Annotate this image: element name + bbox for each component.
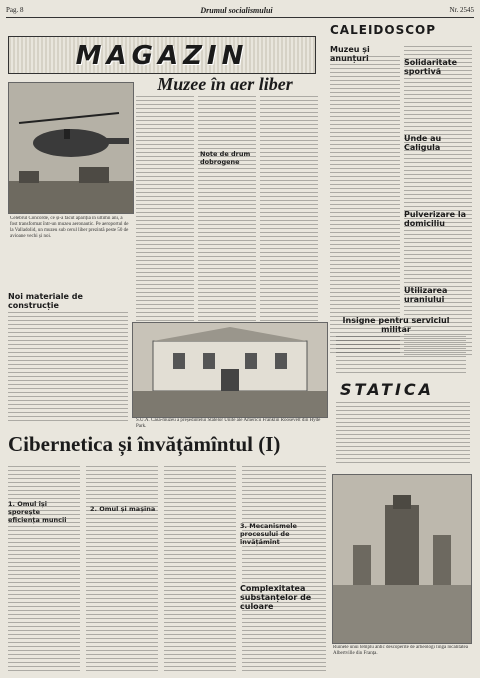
note-de-drum-heading: Note de drum dobrogene xyxy=(200,150,251,166)
issue-number: Nr. 2545 xyxy=(449,6,474,14)
uraniu-heading: Utilizarea uraniului xyxy=(404,286,448,304)
statica-heading: STATICA xyxy=(340,380,435,399)
complexitate-heading: Complexitatea substanțelor de culoare xyxy=(240,584,312,611)
caleidoscop-heading: CALEIDOSCOP xyxy=(330,23,437,37)
solidaritate-heading: Solidaritate sportivă xyxy=(404,58,458,76)
muzee-column-1 xyxy=(136,96,194,324)
magazin-banner xyxy=(8,36,316,74)
cibernetica-column-2 xyxy=(86,466,158,672)
page-number: Pag. 8 xyxy=(6,6,24,14)
statica-column xyxy=(336,402,470,466)
house-museum-photo xyxy=(132,322,328,418)
caligula-heading: Unde au Caligula xyxy=(404,134,442,152)
insigne-column xyxy=(336,336,466,376)
muzee-column-2 xyxy=(198,96,256,324)
cibernetica-column-4 xyxy=(242,466,326,672)
pulverizare-heading: Pulverizare la domiciliu xyxy=(404,210,466,228)
page-header xyxy=(6,4,474,16)
cibernetica-column-1 xyxy=(8,466,80,672)
magazin-banner-title: MAGAZIN xyxy=(75,41,249,71)
caleidoscop-column-1 xyxy=(330,56,400,356)
insigne-heading: Insigne pentru serviciul militar xyxy=(342,316,450,334)
caleidoscop-column-2 xyxy=(404,46,472,356)
materiale-heading: Noi materiale de construcție xyxy=(8,292,83,310)
ruins-photo xyxy=(332,474,472,644)
cibernetica-column-3 xyxy=(164,466,236,672)
materiale-column xyxy=(8,312,128,424)
cibernetica-heading: Cibernetica și învățămîntul (I) xyxy=(8,432,281,456)
muzee-heading: Muzee în aer liber xyxy=(157,74,293,94)
aircraft-photo xyxy=(8,82,134,214)
section-1-heading: 1. Omul își sporește eficiența muncii xyxy=(8,500,67,524)
header-rule xyxy=(6,17,474,18)
aircraft-photo-caption: Celebrul Concorde, ce și-a făcut apariția în ultimii ani, a fost transformat într-un muzeu aeronautic. Pe aeroportul de la Valladolid, un muzeu sub cerul liber prezintă peste 50 de avioane vechi și noi. xyxy=(10,216,129,239)
muzee-column-3 xyxy=(260,96,318,324)
muzeu-anunturi-heading: Muzeu și anunțuri xyxy=(330,45,370,63)
section-2-heading: 2. Omul și mașina xyxy=(90,505,156,513)
ruins-photo-caption: Ruinele unui templu antic descoperite de arheologi lîngă localitatea Albertville din Franța. xyxy=(333,645,468,656)
section-3-heading: 3. Mecanismele procesului de învățămînt xyxy=(240,522,297,546)
house-museum-caption: S.U.A. Casa-muzeu a președintelui Statelor Unite ale Americii Franklin Roosevelt din Hyde Park. xyxy=(136,418,321,428)
newspaper-title: Drumul socialismului xyxy=(200,5,273,15)
